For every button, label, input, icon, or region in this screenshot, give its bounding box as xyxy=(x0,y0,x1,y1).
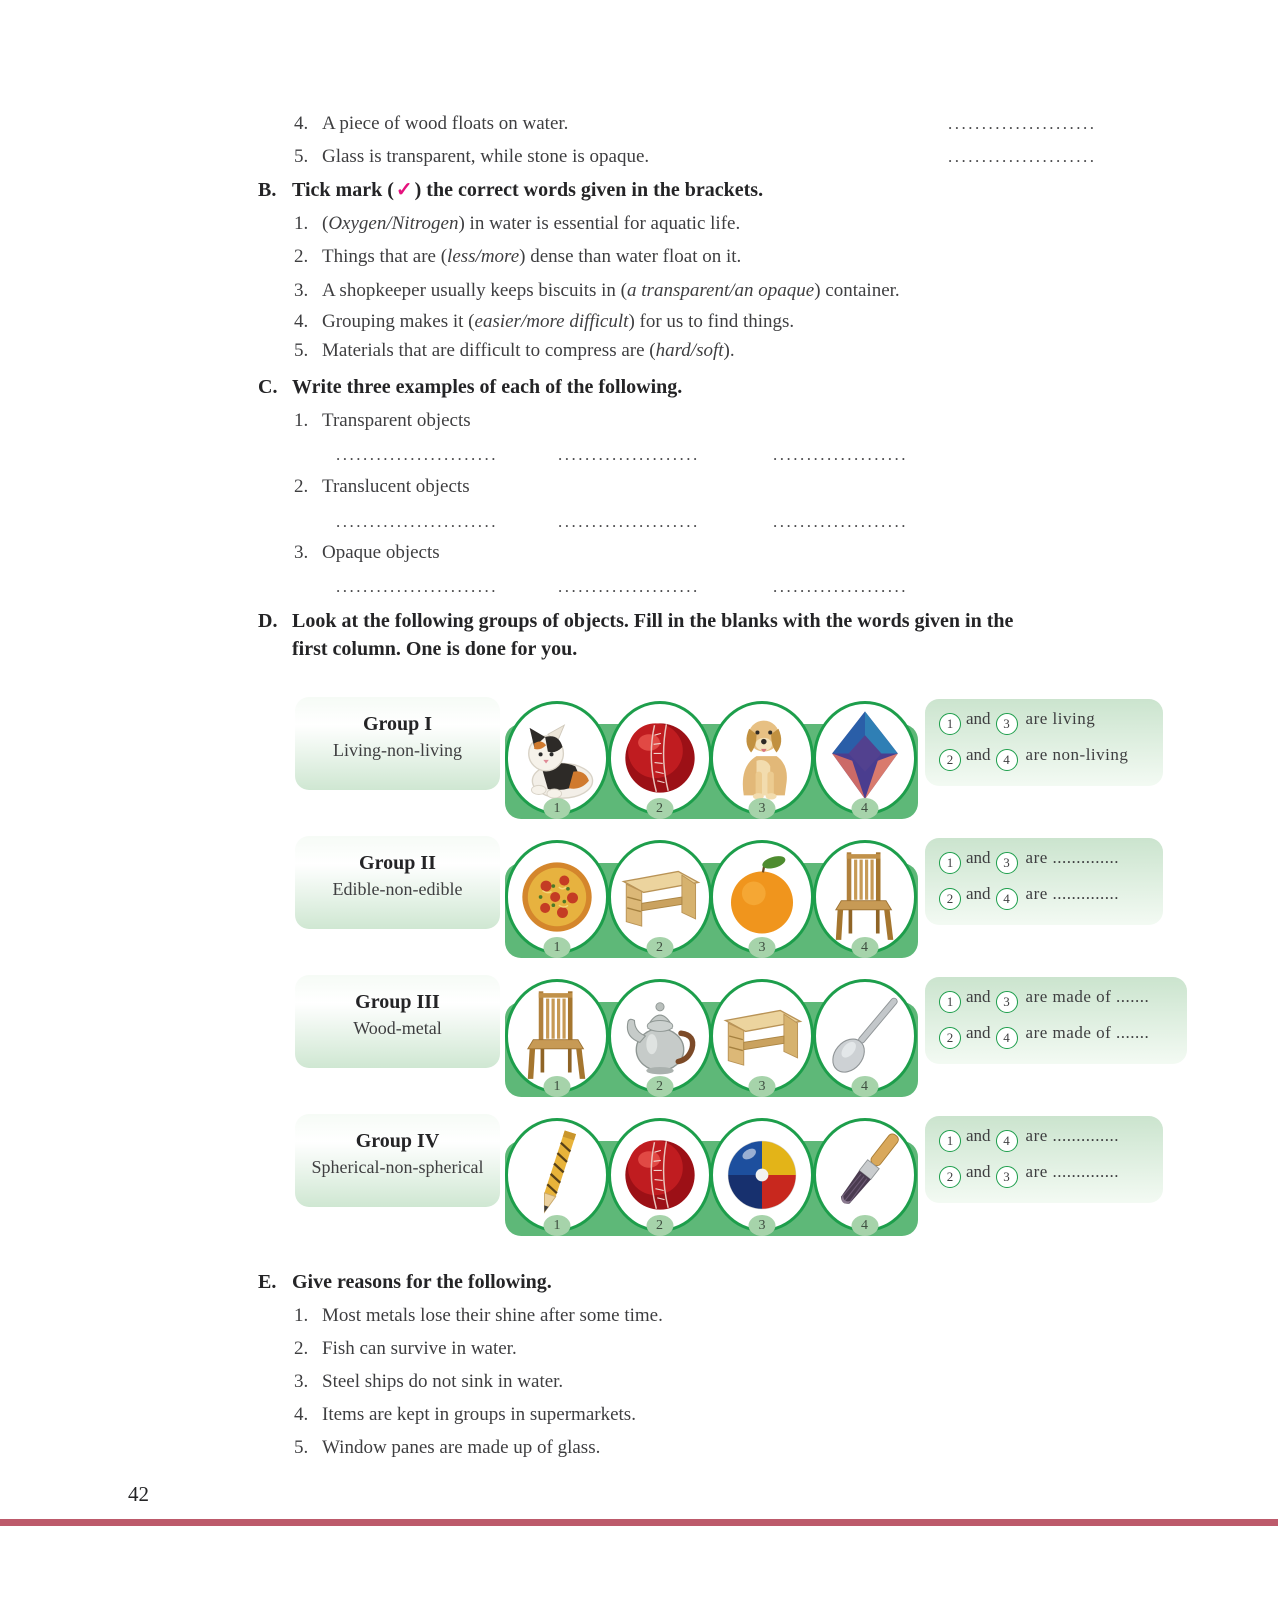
circled-number: 3 xyxy=(996,1166,1018,1188)
list-item xyxy=(294,1304,663,1328)
item-number: 4. xyxy=(294,113,309,134)
number-badge: 4 xyxy=(851,937,878,958)
group-row xyxy=(0,1114,1278,1253)
item-number: 1. xyxy=(294,1305,309,1326)
and-text: and xyxy=(966,884,991,903)
section-e-label: E. xyxy=(258,1271,277,1293)
spoon-image xyxy=(813,979,917,1093)
and-text: and xyxy=(966,709,991,728)
group-row xyxy=(0,975,1278,1114)
item-text: Transparent objects xyxy=(322,410,471,431)
number-badge: 1 xyxy=(544,798,571,819)
circled-number: 1 xyxy=(939,991,961,1013)
item-text: Most metals lose their shine after some time. xyxy=(322,1305,663,1326)
answer-line xyxy=(937,1162,1119,1188)
number-badge: 2 xyxy=(646,1215,673,1236)
section-b-title xyxy=(292,179,763,201)
heading-text-pre: Tick mark ( xyxy=(292,179,394,201)
beach-ball-image xyxy=(710,1118,814,1232)
group-subtitle: Wood-metal xyxy=(353,1018,442,1038)
answer-line xyxy=(937,848,1119,874)
answer-line xyxy=(937,1023,1149,1049)
cricket-ball-image xyxy=(608,1118,712,1232)
item-text: Grouping makes it (easier/more difficult) for us to find things. xyxy=(322,311,795,332)
cricket-ball-image xyxy=(608,701,712,815)
blank-dots: ..................... xyxy=(558,445,700,464)
group-answers-panel xyxy=(925,838,1163,925)
tick-mark-icon: ✓ xyxy=(395,179,413,201)
list-item xyxy=(294,212,740,236)
desk-image xyxy=(608,840,712,954)
cricket-ball-icon xyxy=(613,1123,707,1227)
circled-number: 2 xyxy=(939,749,961,771)
item-text: Steel ships do not sink in water. xyxy=(322,1371,564,1392)
cat-image xyxy=(505,701,609,815)
group-label-panel xyxy=(295,975,500,1068)
pizza-image xyxy=(505,840,609,954)
item-text: Fish can survive in water. xyxy=(322,1338,517,1359)
item-text: Translucent objects xyxy=(322,476,470,497)
and-text: and xyxy=(966,745,991,764)
list-item xyxy=(294,1370,563,1394)
item-number: 5. xyxy=(294,1437,309,1458)
section-d-title-line2: first column. One is done for you. xyxy=(292,638,578,660)
answer-dots: ...................... xyxy=(948,114,1097,133)
item-text: Opaque objects xyxy=(322,542,440,563)
paintbrush-icon xyxy=(818,1123,912,1227)
bracket-options: hard/soft xyxy=(655,340,724,361)
orange-icon xyxy=(715,845,809,949)
circled-number: 2 xyxy=(939,1166,961,1188)
group-title: Group IV xyxy=(355,1130,440,1152)
list-item xyxy=(294,112,568,136)
desk-image xyxy=(710,979,814,1093)
dog-image xyxy=(710,701,814,815)
answer-line xyxy=(937,1126,1119,1152)
blank-dots: .................... xyxy=(773,577,908,596)
item-text: Glass is transparent, while stone is opaque. xyxy=(322,146,650,167)
group-answers-panel xyxy=(925,1116,1163,1203)
section-d-heading xyxy=(258,607,1158,663)
pizza-icon xyxy=(510,845,604,949)
circled-number: 3 xyxy=(996,991,1018,1013)
circled-number: 1 xyxy=(939,852,961,874)
list-item xyxy=(294,1337,517,1361)
section-e-heading xyxy=(258,1271,552,1294)
beach-ball-icon xyxy=(715,1123,809,1227)
section-c-heading xyxy=(258,376,682,399)
pencil-image xyxy=(505,1118,609,1232)
teapot-icon xyxy=(613,984,707,1088)
item-number: 3. xyxy=(294,542,309,563)
list-item xyxy=(294,1436,600,1460)
group-subtitle: Living-non-living xyxy=(333,740,462,760)
group-subtitle: Spherical-non-spherical xyxy=(311,1157,484,1177)
answer-text: are made of ....... xyxy=(1025,1023,1150,1042)
circled-number: 3 xyxy=(996,852,1018,874)
answer-line xyxy=(937,884,1119,910)
blank-dots: .................... xyxy=(773,445,908,464)
list-item xyxy=(294,279,900,303)
section-d-title xyxy=(292,607,1152,663)
number-badge: 1 xyxy=(544,937,571,958)
section-b-heading xyxy=(258,177,763,202)
number-badge: 1 xyxy=(544,1076,571,1097)
group-label-panel xyxy=(295,697,500,790)
group-title: Group I xyxy=(362,713,433,735)
group-title: Group II xyxy=(359,852,436,874)
section-c-label: C. xyxy=(258,376,278,398)
group-title: Group III xyxy=(355,991,440,1013)
orange-image xyxy=(710,840,814,954)
page-number: 42 xyxy=(128,1482,149,1506)
list-item xyxy=(294,541,440,565)
section-c-title: Write three examples of each of the following. xyxy=(292,376,683,398)
number-badge: 4 xyxy=(851,1215,878,1236)
group-label-panel xyxy=(295,836,500,929)
group-subtitle: Edible-non-edible xyxy=(332,879,463,899)
blank-dots: ..................... xyxy=(558,577,700,596)
and-text: and xyxy=(966,987,991,1006)
circled-number: 4 xyxy=(996,1130,1018,1152)
cricket-ball-icon xyxy=(613,706,707,810)
blank-dots: ........................ xyxy=(336,445,498,464)
circled-number: 4 xyxy=(996,749,1018,771)
circled-number: 2 xyxy=(939,888,961,910)
desk-icon xyxy=(613,845,707,949)
circled-number: 3 xyxy=(996,713,1018,735)
number-badge: 2 xyxy=(646,798,673,819)
item-number: 5. xyxy=(294,146,309,167)
item-number: 2. xyxy=(294,1338,309,1359)
and-text: and xyxy=(966,848,991,867)
item-number: 1. xyxy=(294,410,309,431)
number-badge: 4 xyxy=(851,1076,878,1097)
item-number: 4. xyxy=(294,1404,309,1425)
and-text: and xyxy=(966,1023,991,1042)
answer-text: are living xyxy=(1025,709,1096,728)
group-row xyxy=(0,697,1278,836)
blank-dots: ........................ xyxy=(336,512,498,531)
heading-text-post: ) the correct words given in the brackets. xyxy=(414,179,764,201)
group-label-panel xyxy=(295,1114,500,1207)
item-text: Window panes are made up of glass. xyxy=(322,1437,601,1458)
circled-number: 4 xyxy=(996,888,1018,910)
circled-number: 1 xyxy=(939,1130,961,1152)
number-badge: 2 xyxy=(646,1076,673,1097)
pencil-icon xyxy=(510,1123,604,1227)
list-item xyxy=(294,310,794,334)
and-text: and xyxy=(966,1162,991,1181)
item-number: 3. xyxy=(294,1371,309,1392)
circled-number: 4 xyxy=(996,1027,1018,1049)
number-badge: 3 xyxy=(749,798,776,819)
group-answers-panel xyxy=(925,977,1187,1064)
and-text: and xyxy=(966,1126,991,1145)
number-badge: 3 xyxy=(749,937,776,958)
answer-dots: ...................... xyxy=(948,147,1097,166)
item-number: 2. xyxy=(294,476,309,497)
number-badge: 4 xyxy=(851,798,878,819)
number-badge: 1 xyxy=(544,1215,571,1236)
item-text: Items are kept in groups in supermarkets. xyxy=(322,1404,636,1425)
list-item xyxy=(294,475,470,499)
teapot-image xyxy=(608,979,712,1093)
item-number: 2. xyxy=(294,246,309,267)
list-item xyxy=(294,145,649,169)
bracket-options: easier/more difficult xyxy=(474,311,629,332)
answer-line xyxy=(937,709,1095,735)
cat-icon xyxy=(510,706,604,810)
list-item xyxy=(294,339,735,363)
list-item xyxy=(294,245,741,269)
kite-icon xyxy=(818,706,912,810)
circled-number: 2 xyxy=(939,1027,961,1049)
wooden-chair-image xyxy=(505,979,609,1093)
blank-dots: ........................ xyxy=(336,577,498,596)
bracket-options: less/more xyxy=(447,246,520,267)
answer-text: are .............. xyxy=(1025,848,1120,867)
item-text: Things that are (less/more) dense than water float on it. xyxy=(322,246,742,267)
number-badge: 3 xyxy=(749,1076,776,1097)
section-b-label: B. xyxy=(258,179,277,201)
number-badge: 2 xyxy=(646,937,673,958)
group-row xyxy=(0,836,1278,975)
item-number: 1. xyxy=(294,213,309,234)
item-number: 5. xyxy=(294,340,309,361)
answer-line xyxy=(937,745,1128,771)
dog-icon xyxy=(715,706,809,810)
section-d-title-line1: Look at the following groups of objects. Fill in the blanks with the words given in the xyxy=(292,610,1014,632)
blank-dots: ..................... xyxy=(558,512,700,531)
wooden-chair-icon xyxy=(510,984,604,1088)
circled-number: 1 xyxy=(939,713,961,735)
answer-line xyxy=(937,987,1149,1013)
list-item xyxy=(294,1403,636,1427)
answer-text: are .............. xyxy=(1025,884,1120,903)
list-item xyxy=(294,409,471,433)
item-text: A piece of wood floats on water. xyxy=(322,113,569,134)
item-text: A shopkeeper usually keeps biscuits in (a transparent/an opaque) container. xyxy=(322,280,900,301)
answer-text: are non-living xyxy=(1025,745,1129,764)
wooden-chair-image xyxy=(813,840,917,954)
number-badge: 3 xyxy=(749,1215,776,1236)
spoon-icon xyxy=(818,984,912,1088)
answer-text: are made of ....... xyxy=(1025,987,1150,1006)
item-number: 4. xyxy=(294,311,309,332)
answer-text: are .............. xyxy=(1025,1162,1120,1181)
paintbrush-image xyxy=(813,1118,917,1232)
item-number: 3. xyxy=(294,280,309,301)
item-text: Materials that are difficult to compress are (hard/soft). xyxy=(322,340,735,361)
blank-dots: .................... xyxy=(773,512,908,531)
kite-image xyxy=(813,701,917,815)
bottom-rule xyxy=(0,1519,1278,1526)
desk-icon xyxy=(715,984,809,1088)
item-text: (Oxygen/Nitrogen) in water is essential for aquatic life. xyxy=(322,213,741,234)
wooden-chair-icon xyxy=(818,845,912,949)
answer-text: are .............. xyxy=(1025,1126,1120,1145)
bracket-options: a transparent/an opaque xyxy=(627,280,815,301)
section-d-label: D. xyxy=(258,610,278,632)
group-answers-panel xyxy=(925,699,1163,786)
bracket-options: Oxygen/Nitrogen xyxy=(328,213,459,234)
section-e-title: Give reasons for the following. xyxy=(292,1271,552,1293)
